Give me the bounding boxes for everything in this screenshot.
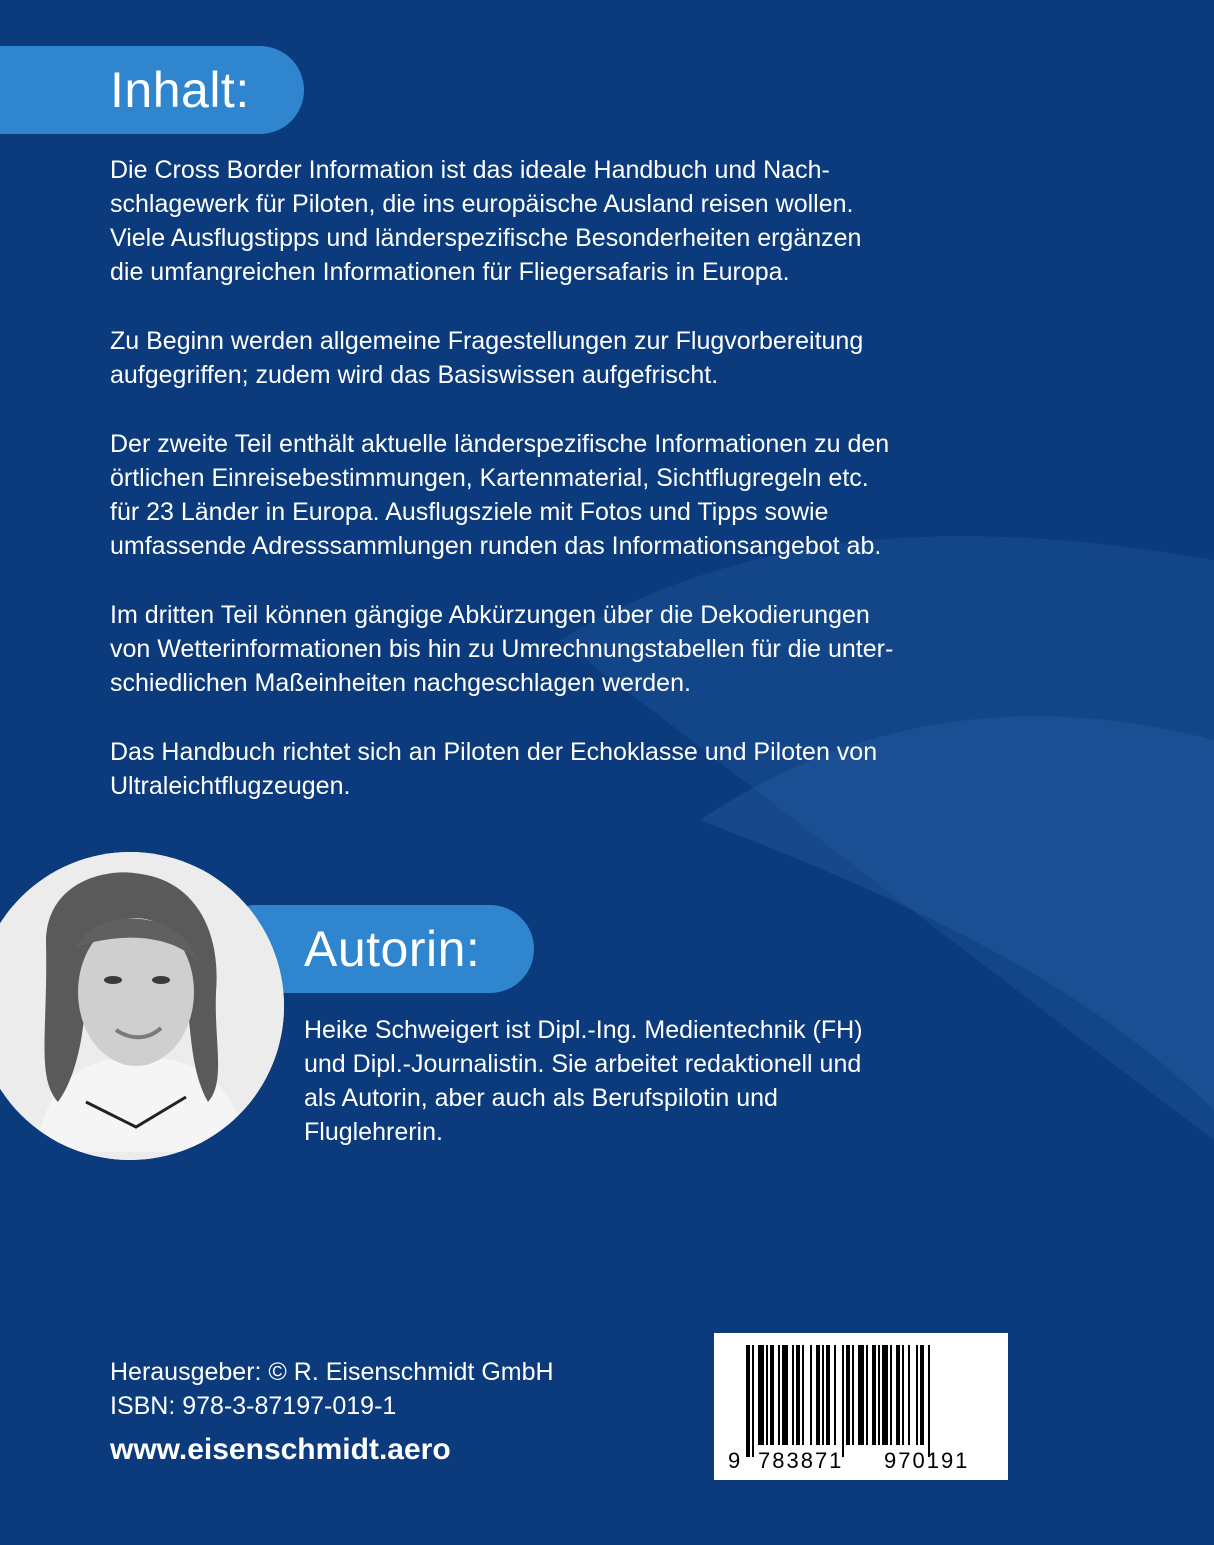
inhalt-paragraph-2: Zu Beginn werden allgemeine Fragestellungen zur Flugvorbereitung aufgegriffen; zudem wird das Basiswissen aufgefrischt. — [110, 327, 864, 389]
barcode-bar — [782, 1345, 788, 1445]
barcode-digits-right: 970191 — [884, 1448, 970, 1473]
barcode-bar — [822, 1345, 824, 1445]
barcode-bar — [872, 1345, 876, 1445]
barcode-bar — [852, 1345, 854, 1445]
barcode-bar — [916, 1345, 918, 1445]
barcode-bar — [842, 1345, 844, 1457]
barcode-bar — [766, 1345, 768, 1445]
barcode-bar — [802, 1345, 804, 1445]
barcode-digits-left: 783871 — [758, 1448, 844, 1473]
publisher-line: Herausgeber: © R. Eisenschmidt GmbH — [110, 1358, 554, 1386]
barcode-bar — [902, 1345, 904, 1445]
isbn-line: ISBN: 978-3-87197-019-1 — [110, 1392, 397, 1420]
inhalt-paragraph-1: Die Cross Border Information ist das ideale Handbuch und Nach- schlagewerk für Piloten, die ins europäische Ausland reisen wollen. Viele Ausflugstipps und länderspezifische Besonderheiten ergänzen die umfangreichen Informationen für Fliegersafaris in Europa. — [110, 156, 862, 286]
barcode-bar — [866, 1345, 868, 1445]
inhalt-heading: Inhalt: — [110, 62, 250, 118]
inhalt-body — [110, 153, 1120, 838]
barcode-bar — [908, 1345, 910, 1445]
autorin-bio: Heike Schweigert ist Dipl.-Ing. Medientechnik (FH) und Dipl.-Journalistin. Sie arbeitet redaktionell und als Autorin, aber auch als Berufspilotin und Fluglehrerin. — [304, 1016, 863, 1146]
barcode-bar — [752, 1345, 754, 1457]
barcode-bar — [770, 1345, 774, 1445]
barcode-bar — [928, 1345, 930, 1457]
barcode-bar — [882, 1345, 888, 1445]
barcode-bar — [858, 1345, 864, 1445]
publisher-footer — [110, 1355, 554, 1467]
barcode-bar — [878, 1345, 880, 1445]
barcode-digit-first: 9 — [728, 1448, 741, 1473]
barcode-bar — [896, 1345, 900, 1445]
barcode-bar — [796, 1345, 800, 1445]
barcode-bar — [816, 1345, 820, 1445]
barcode-bar — [846, 1345, 850, 1445]
barcode-bar — [920, 1345, 924, 1445]
barcode-bar — [746, 1345, 750, 1457]
barcode-bar — [792, 1345, 794, 1445]
barcode-bar — [778, 1345, 780, 1445]
barcode-bar — [890, 1345, 892, 1445]
inhalt-paragraph-5: Das Handbuch richtet sich an Piloten der Echoklasse und Piloten von Ultraleichtflugzeugen. — [110, 738, 878, 800]
barcode-bar — [810, 1345, 812, 1445]
isbn-barcode — [714, 1333, 1008, 1480]
barcode-bar — [758, 1345, 764, 1445]
autorin-heading: Autorin: — [304, 921, 481, 977]
inhalt-paragraph-4: Im dritten Teil können gängige Abkürzungen über die Dekodierungen von Wetterinformationen bis hin zu Umrechnungstabellen für die unter- schiedlichen Maßeinheiten nachgeschlagen werden. — [110, 601, 894, 697]
website-link[interactable]: www.eisenschmidt.aero — [110, 1433, 451, 1466]
barcode-bar — [826, 1345, 830, 1445]
inhalt-paragraph-3: Der zweite Teil enthält aktuelle länderspezifische Informationen zu den örtlichen Einreisebestimmungen, Kartenmaterial, Sichtflugregeln etc. für 23 Länder in Europa. Ausflugsziele mit Fotos und Tipps sowie umfassende Adresssammlungen runden das Informationsangebot ab. — [110, 430, 890, 560]
barcode-bar — [834, 1345, 836, 1445]
inhalt-heading-tab — [0, 46, 304, 134]
